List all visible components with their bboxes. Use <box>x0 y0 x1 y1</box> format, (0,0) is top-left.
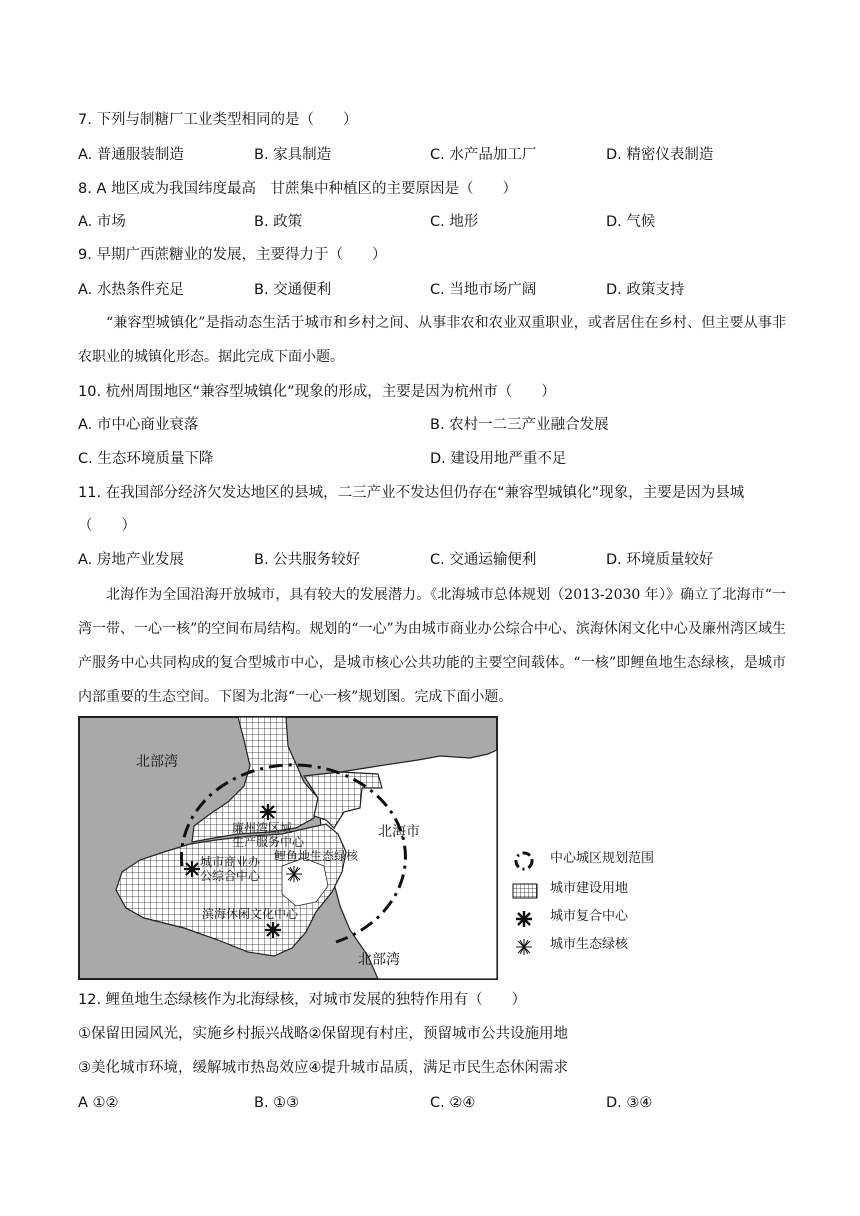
legend-built-land-label: 城市建设用地 <box>550 881 629 896</box>
map-label-binhai: 滨海休闲文化中心 <box>202 907 299 921</box>
q8-option-b: B. 政策 <box>254 214 303 230</box>
boundary-legend-icon <box>508 850 542 872</box>
q8-option-a: A. 市场 <box>78 214 126 230</box>
q8-option-c: C. 地形 <box>430 214 479 230</box>
q9-option-d: D. 政策支持 <box>606 282 685 298</box>
q11-option-a: A. 房地产业发展 <box>78 552 184 568</box>
q12-option-d: D. ③④ <box>606 1095 653 1111</box>
passage-compatible-urbanization: “兼容型城镇化”是指动态生活于城市和乡村之间、从事非农和农业双重职业，或者居住在乡村、但主要从事非农职业的城镇化形态。据此完成下面小题。 <box>78 315 786 365</box>
question-12-stem: 12. 鲤鱼地生态绿核作为北海绿核，对城市发展的独特作用有（ ） <box>78 992 527 1008</box>
question-11-stem: 11. 在我国部分经济欠发达地区的县城，二三产业不发达但仍存在“兼容型城镇化”现象，主要是因为县城 <box>78 485 745 501</box>
q10-option-b: B. 农村一二三产业融合发展 <box>430 417 609 433</box>
q10-option-c: C. 生态环境质量下降 <box>78 451 214 467</box>
q12-statements-1: ①保留田园风光，实施乡村振兴战略②保留现有村庄，预留城市公共设施用地 <box>78 1026 568 1042</box>
question-7-stem: 7. 下列与制糖厂工业类型相同的是（ ） <box>78 112 358 128</box>
passage-beihai-planning: 北海作为全国沿海开放城市，具有较大的发展潜力。《北海城市总体规划（2013-2030 年）》确立了北海市“一湾一带、一心一核”的空间布局结构。规划的“一心”为由城市商业办公综合中心、滨海休闲文化中心及廉州湾区域生产服务中心共同构成的复合型城市中心，是城市核心公共功能的主要空间载体。“一核”即鲤鱼地生态绿核，是城市内部重要的生态空间。下图为北海“一心一核”规划图。完成下面小题。 <box>78 587 786 705</box>
q12-option-a: A ①② <box>78 1095 119 1111</box>
map-label-green-core: 鲤鱼地生态绿核 <box>274 849 359 863</box>
map-label-lianzhou-2: 生产服务中心 <box>232 835 305 849</box>
q11-option-c: C. 交通运输便利 <box>430 552 537 568</box>
q9-option-a: A. 水热条件充足 <box>78 282 184 298</box>
q12-statements-2: ③美化城市环境，缓解城市热岛效应④提升城市品质，满足市民生态休闲需求 <box>78 1060 568 1076</box>
map-label-city: 北海市 <box>378 823 420 839</box>
q11-option-b: B. 公共服务较好 <box>254 552 361 568</box>
map-label-bay-south: 北部湾 <box>358 951 400 967</box>
built-land-legend-icon <box>508 880 542 902</box>
question-8-stem: 8. A 地区成为我国纬度最高 甘蔗集中种植区的主要原因是（ ） <box>78 181 517 197</box>
question-11-stem-continued: （ ） <box>78 518 136 534</box>
eco-core-legend-icon <box>508 936 542 958</box>
q8-option-d: D. 气候 <box>606 214 656 230</box>
map-label-commercial-1: 城市商业办 <box>200 855 261 869</box>
map-label-lianzhou-1: 廉州湾区域 <box>232 821 293 835</box>
q7-option-b: B. 家具制造 <box>254 147 332 163</box>
eco-green-core-icon <box>286 866 302 882</box>
legend-composite-center-label: 城市复合中心 <box>550 909 629 924</box>
q7-option-c: C. 水产品加工厂 <box>430 147 537 163</box>
q10-option-d: D. 建设用地严重不足 <box>430 451 567 467</box>
q7-option-d: D. 精密仪表制造 <box>606 147 714 163</box>
q10-option-a: A. 市中心商业衰落 <box>78 417 199 433</box>
q12-option-b: B. ①③ <box>254 1095 300 1111</box>
beihai-planning-map <box>78 716 498 980</box>
q11-option-d: D. 环境质量较好 <box>606 552 714 568</box>
map-label-bay-north: 北部湾 <box>136 753 178 769</box>
question-10-stem: 10. 杭州周围地区“兼容型城镇化”现象的形成，主要是因为杭州市（ ） <box>78 384 556 400</box>
question-9-stem: 9. 早期广西蔗糖业的发展，主要得力于（ ） <box>78 247 387 263</box>
composite-center-legend-icon <box>508 908 542 930</box>
q9-option-b: B. 交通便利 <box>254 282 332 298</box>
q9-option-c: C. 当地市场广阔 <box>430 282 537 298</box>
legend-eco-core-label: 城市生态绿核 <box>550 937 629 952</box>
legend-boundary-label: 中心城区规划范围 <box>550 851 655 866</box>
q12-option-c: C. ②④ <box>430 1095 476 1111</box>
q7-option-a: A. 普通服装制造 <box>78 147 184 163</box>
map-label-commercial-2: 公综合中心 <box>200 869 261 883</box>
